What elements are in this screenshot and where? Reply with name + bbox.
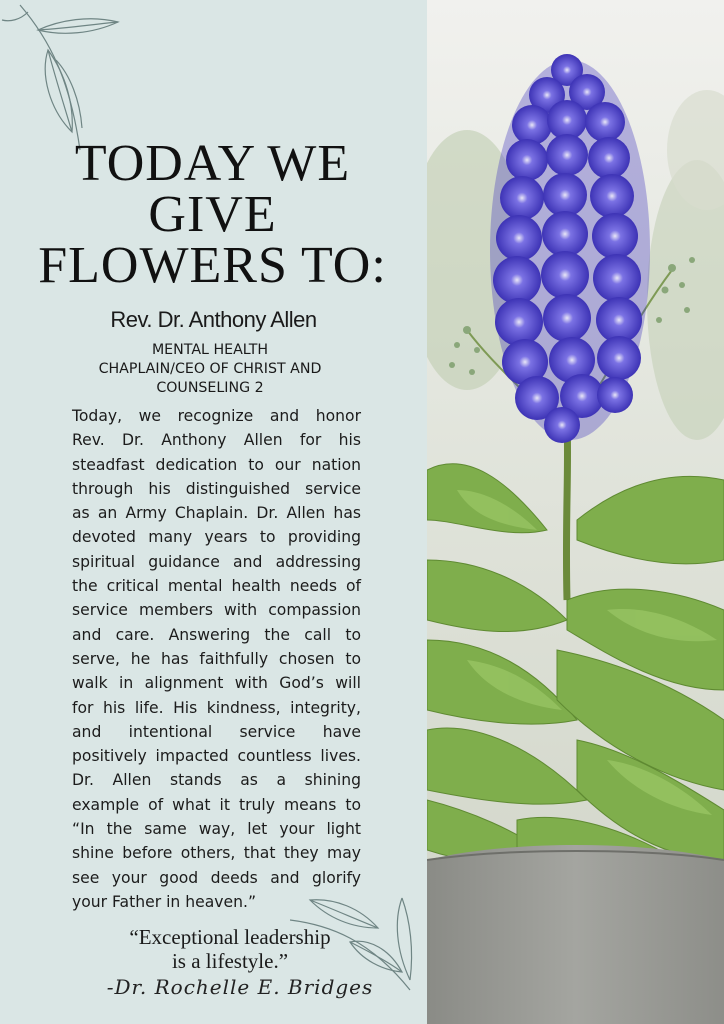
paragraph-line: devoted many years to providing: [72, 528, 361, 547]
paragraph-line: Today, we recognize and honor: [72, 407, 361, 425]
paragraph-line: your Father in heaven.”: [72, 892, 257, 911]
paragraph-line: through his distinguished service: [72, 479, 361, 498]
paragraph-line: steadfast dedication to our nation: [72, 455, 361, 474]
paragraph-line: as an Army Chaplain. Dr. Allen has: [72, 504, 361, 523]
subtitle-line: MENTAL HEALTH: [151, 342, 269, 358]
signature: -Dr. Rochelle E. Bridges: [106, 975, 374, 999]
honoree-name: Rev. Dr. Anthony Allen: [110, 307, 317, 332]
title-line: TODAY WE: [74, 135, 351, 192]
paragraph-line: Rev. Dr. Anthony Allen for his: [72, 431, 361, 450]
paragraph-line: and intentional service have: [72, 722, 361, 741]
paragraph-line: spiritual guidance and addressing: [72, 552, 361, 571]
paragraph-line: shine before others, that they may: [72, 844, 361, 863]
paragraph-line: for his life. His kindness, integrity,: [72, 698, 361, 717]
delphinium-flower-photo: [427, 0, 724, 1024]
quote-line: “Exceptional leadership: [129, 925, 331, 949]
paragraph-line: Dr. Allen stands as a shining: [72, 771, 361, 790]
paragraph-line: example of what it truly means to: [72, 795, 361, 814]
subtitle-line: CHAPLAIN/CEO OF CHRIST AND: [98, 361, 322, 377]
paragraph-line: “In the same way, let your light: [72, 820, 361, 839]
paragraph-line: service members with compassion: [72, 601, 361, 620]
paragraph-line: walk in alignment with God’s will: [72, 674, 361, 693]
tribute-paragraph: [72, 404, 361, 914]
paragraph-line: the critical mental health needs of: [72, 577, 361, 596]
page-title: [30, 135, 395, 294]
title-line: GIVE: [148, 186, 277, 243]
paragraph-line: and care. Answering the call to: [72, 625, 361, 644]
paragraph-line: positively impacted countless lives.: [72, 747, 361, 766]
leadership-quote: [80, 925, 380, 973]
honoree-title: [60, 341, 360, 398]
flower-photo-illustration: [427, 0, 724, 1024]
paragraph-line: serve, he has faithfully chosen to: [72, 649, 361, 668]
paragraph-line: see your good deeds and glorify: [72, 868, 361, 887]
subtitle-line: COUNSELING 2: [156, 380, 264, 396]
title-line: FLOWERS TO:: [38, 237, 387, 294]
quote-line: is a lifestyle.”: [171, 949, 289, 973]
